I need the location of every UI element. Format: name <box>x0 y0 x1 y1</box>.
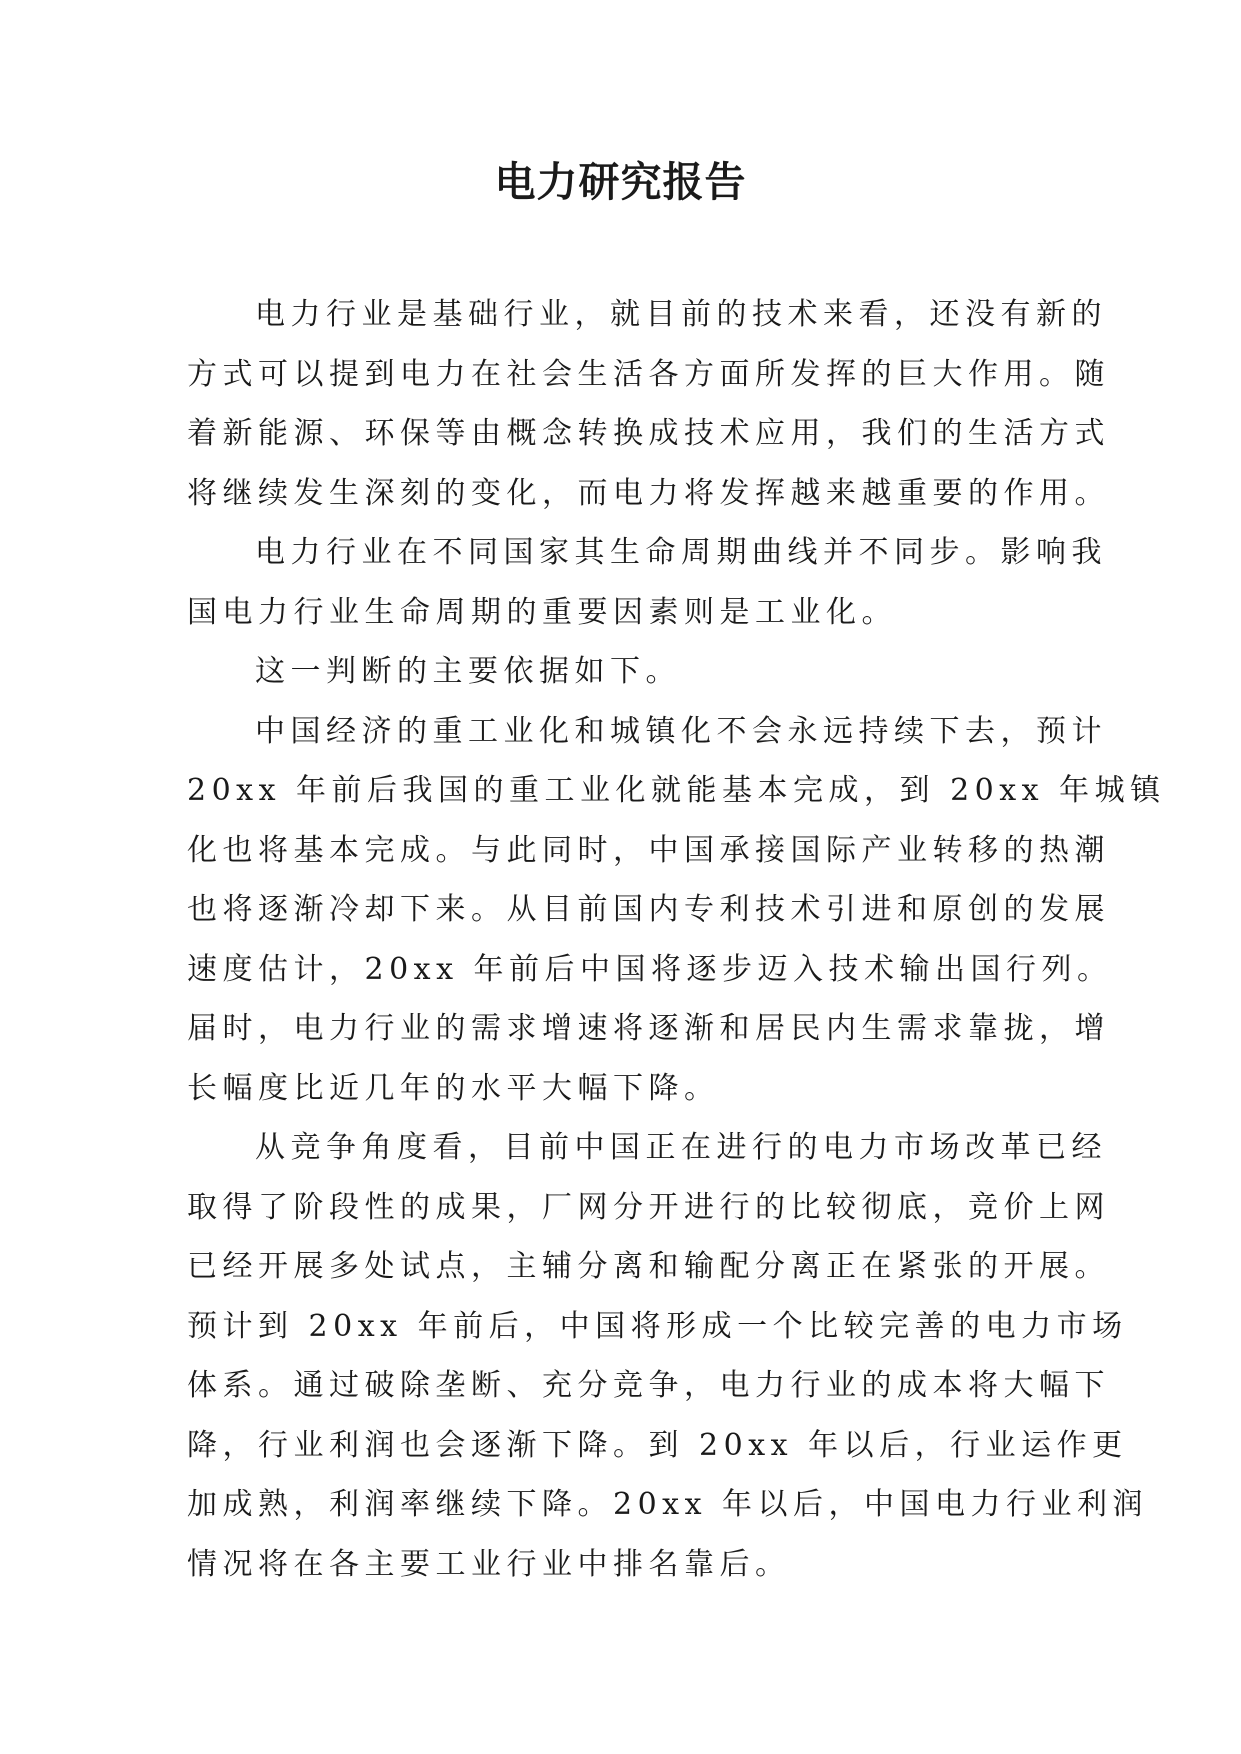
text-line: 加成熟，利润率继续下降。20xx 年以后，中国电力行业利润 <box>187 1487 1149 1522</box>
text-line: 届时，电力行业的需求增速将逐渐和居民内生需求靠拢，增 <box>187 1011 1110 1046</box>
paragraph-3 <box>187 642 1057 702</box>
text-line: 预计到 20xx 年前后，中国将形成一个比较完善的电力市场 <box>187 1308 1128 1344</box>
text-line: 着新能源、环保等由概念转换成技术应用，我们的生活方式 <box>187 416 1110 451</box>
text-line: 化也将基本完成。与此同时，中国承接国际产业转移的热潮 <box>187 832 1110 868</box>
document-body <box>187 285 1166 1594</box>
text-line: 将继续发生深刻的变化，而电力将发挥越来越重要的作用。 <box>187 475 1110 511</box>
text-line: 中国经济的重工业化和城镇化不会永远持续下去，预计 <box>255 713 1107 749</box>
text-line: 从竞争角度看，目前中国正在进行的电力市场改革已经 <box>255 1130 1107 1165</box>
text-line: 国电力行业生命周期的重要因素则是工业化。 <box>187 594 897 630</box>
text-line: 20xx 年前后我国的重工业化就能基本完成，到 20xx 年城镇 <box>187 773 1166 808</box>
paragraph-5 <box>187 1118 1149 1594</box>
document-title: 电力研究报告 <box>494 158 747 206</box>
text-line: 也将逐渐冷却下来。从目前国内专利技术引进和原创的发展 <box>187 892 1110 927</box>
text-line: 这一判断的主要依据如下。 <box>255 654 681 689</box>
text-line: 降，行业利润也会逐渐下降。到 20xx 年以后，行业运作更 <box>187 1427 1128 1463</box>
text-line: 体系。通过破除垄断、充分竞争，电力行业的成本将大幅下 <box>187 1368 1110 1403</box>
text-line: 已经开展多处试点，主辅分离和输配分离正在紧张的开展。 <box>187 1249 1110 1284</box>
text-line: 方式可以提到电力在社会生活各方面所发挥的巨大作用。随 <box>187 356 1110 392</box>
text-line: 取得了阶段性的成果，厂网分开进行的比较彻底，竞价上网 <box>187 1189 1110 1225</box>
paragraph-2 <box>187 523 1107 642</box>
paragraph-4 <box>187 702 1166 1119</box>
text-line: 情况将在各主要工业行业中排名靠后。 <box>187 1546 791 1582</box>
text-line: 电力行业是基础行业，就目前的技术来看，还没有新的 <box>255 297 1107 332</box>
text-line: 长幅度比近几年的水平大幅下降。 <box>187 1070 720 1106</box>
text-line: 电力行业在不同国家其生命周期曲线并不同步。影响我 <box>255 535 1107 570</box>
text-line: 速度估计，20xx 年前后中国将逐步迈入技术输出国行列。 <box>187 951 1113 987</box>
paragraph-1 <box>187 285 1110 523</box>
